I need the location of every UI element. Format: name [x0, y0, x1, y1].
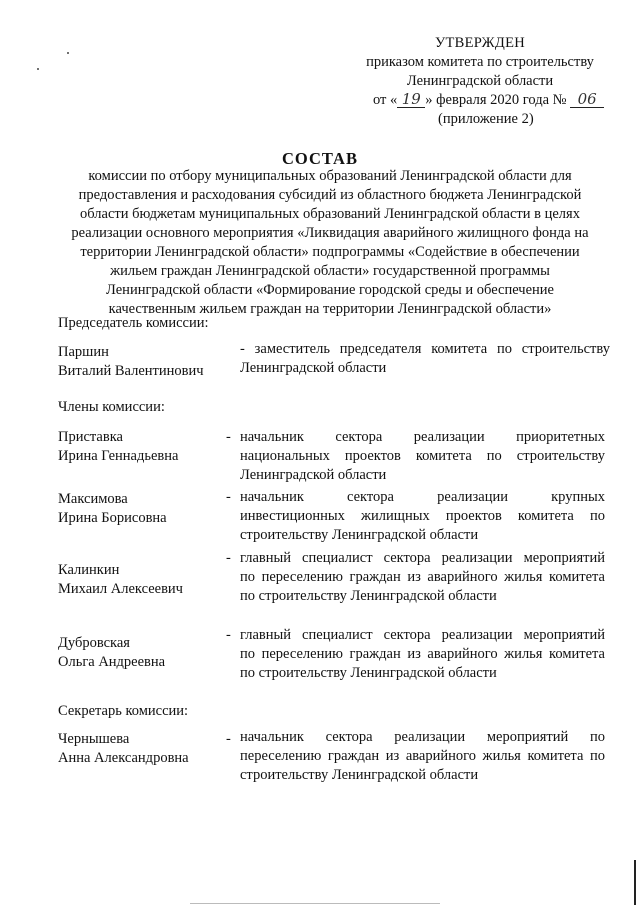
approval-region-line: Ленинградской области — [406, 73, 554, 89]
secretary-name — [58, 730, 238, 768]
secretary-heading: Секретарь комиссии: — [58, 703, 189, 719]
description-line: территории Ленинградской области» подпрограммы «Содействие в обеспечении — [80, 244, 580, 260]
role-line: строительству Ленинградской области — [240, 767, 479, 783]
role-line: по строительству Ленинградской области — [240, 665, 497, 681]
description-line: качественным жильем граждан на территории Ленинградской области» — [108, 301, 552, 317]
chairman-name — [58, 343, 238, 381]
description-line: области бюджетам муниципальных образований Ленинградской области в целях — [80, 206, 580, 222]
person-given-names: Ольга Андреевна — [58, 654, 166, 670]
appendix-label: (приложение 2) — [438, 111, 534, 127]
role-line: по переселению граждан из аварийного жилья комитета — [240, 646, 605, 662]
role-dash: - — [226, 550, 231, 566]
member-name — [58, 490, 238, 528]
approval-order-line: приказом комитета по строительству — [366, 54, 594, 70]
role-line: строительству Ленинградской области — [240, 527, 479, 543]
role-line: главный специалист сектора реализации мероприятий — [240, 550, 605, 566]
commission-description — [40, 167, 620, 319]
person-given-names: Михаил Алексеевич — [58, 581, 183, 597]
role-line: Ленинградской области — [240, 467, 387, 483]
role-line: национальных проектов комитета по строительству — [240, 448, 605, 464]
person-given-names: Ирина Геннадьевна — [58, 448, 179, 464]
role-dash: - — [226, 429, 231, 445]
role-line: Ленинградской области — [240, 360, 387, 376]
role-line: начальник сектора реализации крупных — [240, 489, 605, 505]
member-name — [58, 428, 238, 466]
person-surname: Приставка — [58, 429, 123, 445]
person-surname: Максимова — [58, 491, 128, 507]
role-line: главный специалист сектора реализации мероприятий — [240, 627, 605, 643]
person-given-names: Виталий Валентинович — [58, 363, 204, 379]
member-role — [240, 626, 605, 683]
role-line: инвестиционных жилищных проектов комитета по — [240, 508, 605, 524]
member-role — [240, 549, 605, 606]
approval-heading: УТВЕРЖДЕН — [434, 35, 526, 51]
person-given-names: Ирина Борисовна — [58, 510, 167, 526]
member-role — [240, 428, 605, 485]
description-line: реализации основного мероприятия «Ликвидация аварийного жилищного фонда на — [71, 225, 589, 241]
role-line: по переселению граждан из аварийного жилья комитета — [240, 569, 605, 585]
role-line: по строительству Ленинградской области — [240, 588, 497, 604]
role-dash: - — [226, 731, 231, 747]
scan-edge-mark — [634, 860, 636, 905]
chairman-heading: Председатель комиссии: — [58, 315, 209, 331]
approval-date-line — [373, 91, 604, 110]
description-line: Ленинградской области «Формирование городской среды и обеспечение — [106, 282, 554, 298]
member-name — [58, 634, 238, 672]
role-line: переселению граждан из аварийного жилья комитета по — [240, 748, 605, 764]
chairman-role — [240, 340, 610, 378]
member-name — [58, 561, 238, 599]
document-title: СОСТАВ — [282, 149, 358, 168]
description-line: жильем граждан Ленинградской области» государственной программы — [110, 263, 550, 279]
scan-speck — [37, 68, 39, 70]
member-role — [240, 488, 605, 545]
person-surname: Дубровская — [58, 635, 130, 651]
person-surname: Паршин — [58, 344, 109, 360]
role-dash: - — [226, 627, 231, 643]
person-surname: Чернышева — [58, 731, 130, 747]
role-line: - заместитель председателя комитета по строительству — [240, 341, 610, 357]
role-line: начальник сектора реализации приоритетных — [240, 429, 605, 445]
description-line: предоставления и расходования субсидий из областного бюджета Ленинградской — [78, 187, 582, 203]
scan-edge-line — [190, 903, 440, 904]
scan-speck — [67, 52, 69, 54]
description-line: комиссии по отбору муниципальных образований Ленинградской области для — [88, 168, 572, 184]
role-dash: - — [226, 489, 231, 505]
secretary-role — [240, 728, 605, 785]
role-line: начальник сектора реализации мероприятий по — [240, 729, 605, 745]
date-day-handwritten: 19 — [397, 92, 425, 108]
date-prefix: от « — [373, 92, 398, 108]
members-heading: Члены комиссии: — [58, 399, 165, 415]
person-surname: Калинкин — [58, 562, 120, 578]
order-number-handwritten: 06 — [570, 92, 604, 108]
person-given-names: Анна Александровна — [58, 750, 189, 766]
date-middle: » февраля 2020 года № — [425, 92, 567, 108]
